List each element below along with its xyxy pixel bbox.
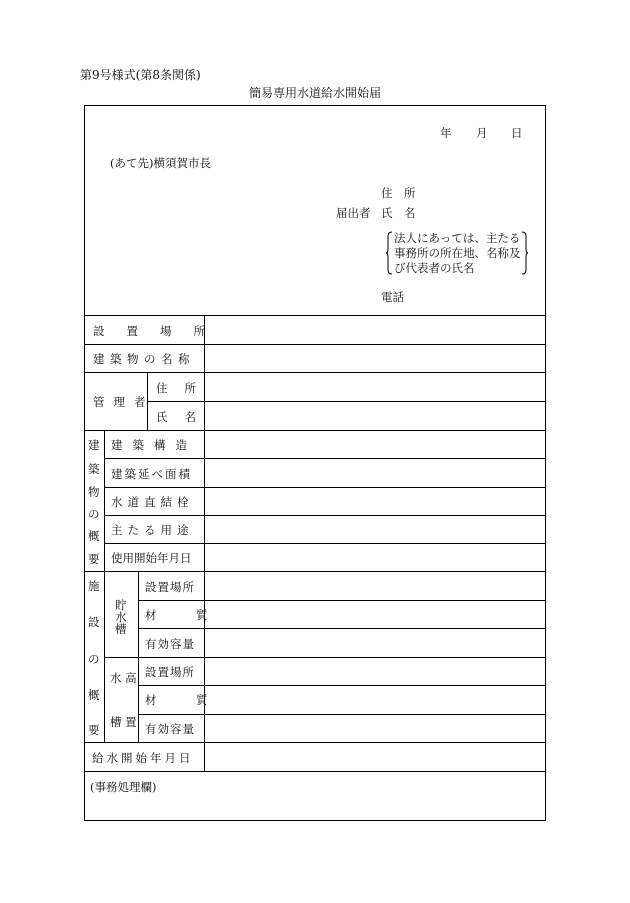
elevated-tank-location-label: 設置場所 bbox=[145, 665, 195, 679]
building-structure-field[interactable] bbox=[205, 431, 545, 458]
installation-location-field[interactable] bbox=[205, 316, 545, 344]
storage-tank-capacity-field[interactable] bbox=[205, 629, 545, 657]
corporate-note-line-1: 法人にあっては、主たる bbox=[394, 231, 521, 245]
date-month-label: 月 bbox=[476, 126, 488, 140]
storage-tank-char-3: 槽 bbox=[115, 622, 127, 636]
facility-overview-char-2: 設 bbox=[88, 615, 100, 629]
notifier-address-label: 住 所 bbox=[381, 186, 416, 200]
addressee: (あて先)横須賀市長 bbox=[110, 156, 211, 170]
elevated-tank-material-label: 材 質 bbox=[145, 693, 222, 707]
phone-label: 電話 bbox=[381, 290, 404, 304]
facility-overview-char-3: の bbox=[88, 652, 100, 666]
building-overview-char-6: 要 bbox=[88, 552, 100, 566]
building-overview-char-3: 物 bbox=[88, 485, 100, 499]
corporate-note bbox=[386, 231, 528, 275]
building-name-field[interactable] bbox=[205, 345, 545, 372]
column-divider bbox=[138, 571, 139, 742]
corporate-note-line-2: 事務所の所在地、名称及 bbox=[394, 246, 521, 260]
storage-tank-char-2: 水 bbox=[115, 610, 127, 624]
corporate-note-line-3: び代表者の氏名 bbox=[394, 261, 475, 275]
form-number: 第9号様式(第8条関係) bbox=[80, 68, 201, 82]
use-start-date-label: 使用開始年月日 bbox=[111, 551, 192, 565]
supply-start-date-field[interactable] bbox=[205, 743, 545, 771]
facility-overview-char-4: 概 bbox=[88, 688, 100, 702]
elevated-tank-capacity-field[interactable] bbox=[205, 715, 545, 742]
storage-tank-capacity-label: 有効容量 bbox=[145, 637, 195, 651]
building-overview-char-1: 建 bbox=[88, 438, 100, 452]
building-overview-char-4: の bbox=[88, 507, 100, 521]
main-use-field[interactable] bbox=[205, 516, 545, 543]
column-divider bbox=[104, 430, 105, 742]
storage-tank-material-field[interactable] bbox=[205, 601, 545, 628]
elevated-tank-capacity-label: 有効容量 bbox=[145, 722, 195, 736]
notifier-name-label: 氏 名 bbox=[381, 206, 416, 220]
date-day-label: 日 bbox=[511, 126, 523, 140]
facility-overview-char-1: 施 bbox=[88, 579, 100, 593]
manager-address-field[interactable] bbox=[205, 373, 545, 401]
supply-start-date-label: 給水開始年月日 bbox=[92, 751, 194, 765]
storage-tank-location-field[interactable] bbox=[205, 572, 545, 600]
storage-tank-material-label: 材 質 bbox=[145, 608, 222, 622]
manager-name-field[interactable] bbox=[205, 402, 545, 430]
storage-tank-char-1: 貯 bbox=[115, 598, 127, 612]
building-name-label: 建築物の名称 bbox=[93, 352, 195, 366]
storage-tank-location-label: 設置場所 bbox=[145, 580, 195, 594]
elevated-tank-label-bottom: 槽 置 bbox=[110, 715, 137, 729]
notifier-label: 届出者 bbox=[336, 206, 371, 220]
main-use-label: 主たる用途 bbox=[111, 523, 194, 537]
manager-label: 管理者 bbox=[93, 395, 155, 409]
manager-address-label: 住所 bbox=[156, 381, 213, 395]
direct-tap-label: 水道直結栓 bbox=[111, 495, 194, 509]
use-start-date-field[interactable] bbox=[205, 544, 545, 571]
building-structure-label: 建築構造 bbox=[111, 438, 197, 452]
elevated-tank-material-field[interactable] bbox=[205, 686, 545, 714]
total-floor-area-label: 建築延べ面積 bbox=[111, 467, 192, 481]
elevated-tank-label-top: 水 高 bbox=[110, 671, 137, 685]
office-use-label: (事務処理欄) bbox=[90, 780, 157, 794]
document-title: 簡易専用水道給水開始届 bbox=[248, 86, 381, 100]
row-divider bbox=[84, 771, 546, 772]
manager-name-label: 氏名 bbox=[156, 410, 213, 424]
date-year-label: 年 bbox=[440, 126, 452, 140]
facility-overview-char-5: 要 bbox=[88, 723, 100, 737]
installation-location-label: 設置場所 bbox=[93, 324, 227, 338]
building-overview-char-5: 概 bbox=[88, 529, 100, 543]
elevated-tank-location-field[interactable] bbox=[205, 658, 545, 685]
total-floor-area-field[interactable] bbox=[205, 459, 545, 487]
building-overview-char-2: 築 bbox=[88, 462, 100, 476]
direct-tap-field[interactable] bbox=[205, 488, 545, 515]
